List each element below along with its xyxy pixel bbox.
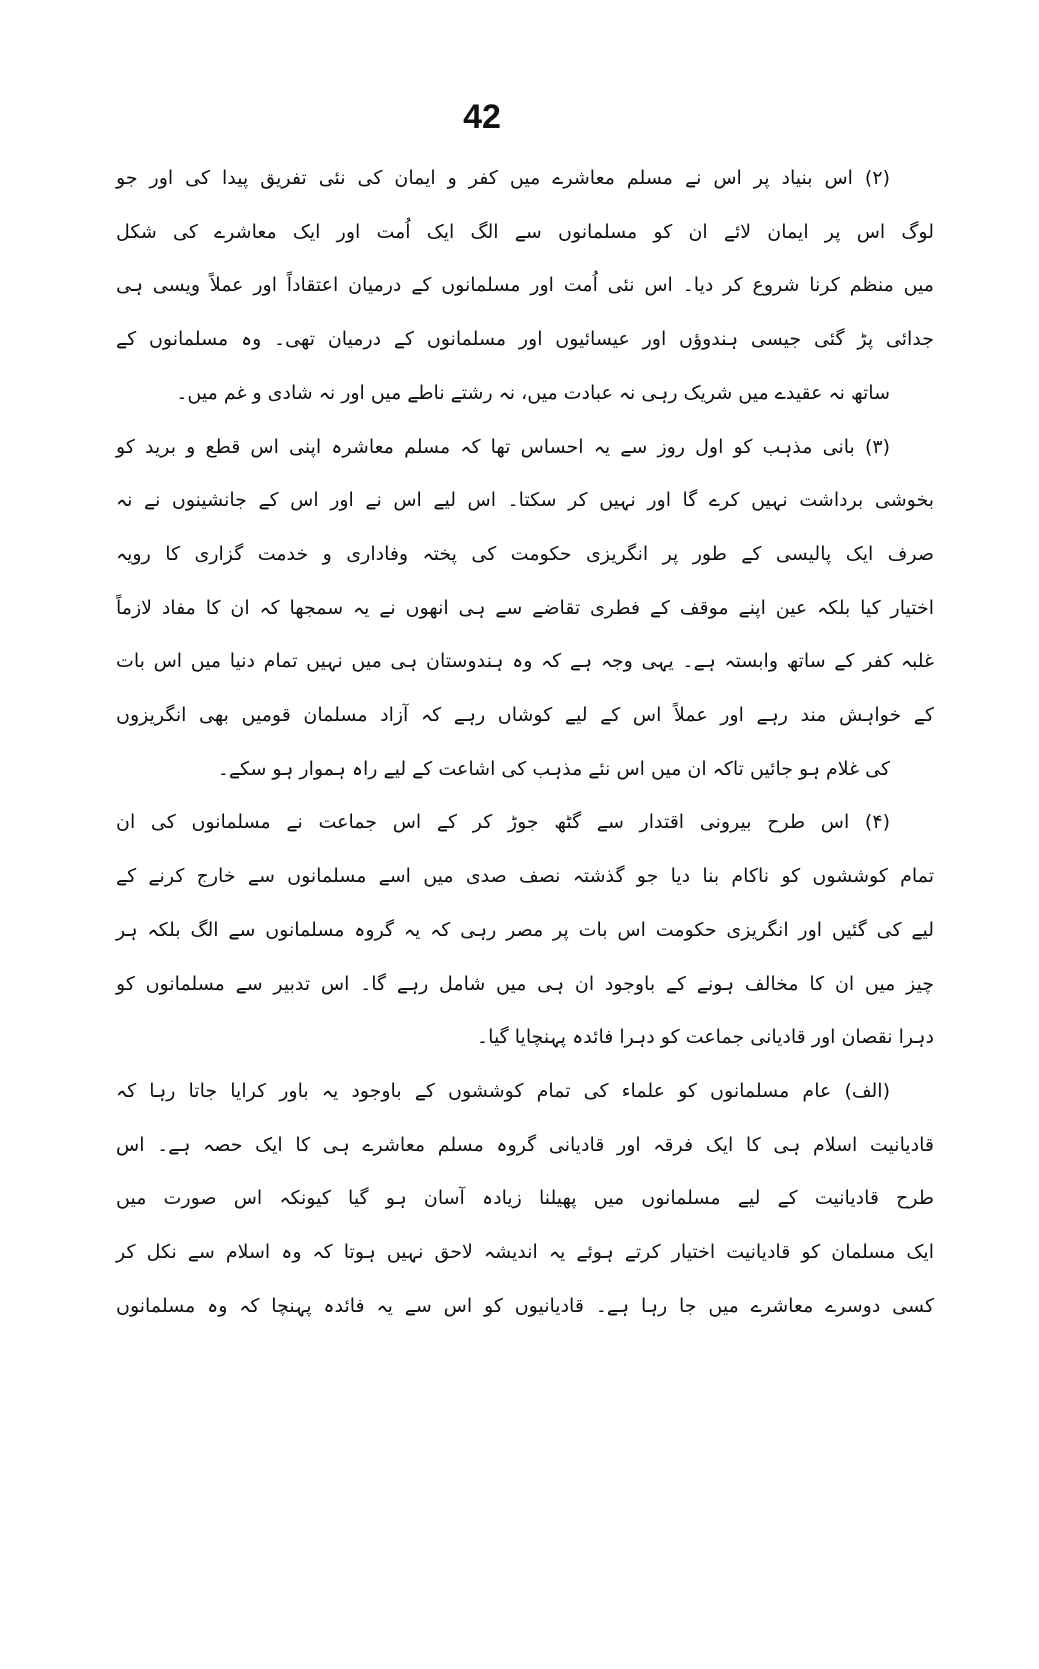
text-line: (۳) بانی مذہب کو اول روز سے یہ احساس تھا کہ مسلم معاشرہ اپنی اس قطع و برید کو <box>116 435 890 458</box>
body-text <box>116 152 934 1333</box>
text-line: کی غلام ہو جائیں تاکہ ان میں اس نئے مذہب کی اشاعت کے لیے راہ ہموار ہو سکے۔ <box>217 757 890 780</box>
text-line: صرف ایک پالیسی کے طور پر انگریزی حکومت کی پختہ وفاداری و خدمت گزاری کا رویہ <box>116 542 934 565</box>
text-line: چیز میں ان کا مخالف ہونے کے باوجود ان ہی میں شامل رہے گا۔ اس تدبیر سے مسلمانوں کو <box>116 972 934 995</box>
text-line: کے خواہش مند رہے اور عملاً اس کے لیے کوشاں رہے کہ آزاد مسلمان قومیں بھی انگریزوں <box>116 704 934 727</box>
text-line: لوگ اس پر ایمان لائے ان کو مسلمانوں سے الگ ایک اُمت اور ایک معاشرے کی شکل <box>116 220 934 243</box>
text-line: طرح قادیانیت کے لیے مسلمانوں میں پھیلنا زیادہ آسان ہو گیا کیونکہ اس صورت میں <box>116 1187 934 1210</box>
text-line: (۲) اس بنیاد پر اس نے مسلم معاشرے میں کفر و ایمان کی نئی تفریق پیدا کی اور جو <box>116 167 890 189</box>
text-line: ساتھ نہ عقیدے میں شریک رہی نہ عبادت میں، نہ رشتے ناطے میں اور نہ شادی و غم میں۔ <box>176 381 890 404</box>
text-line: تمام کوششوں کو ناکام بنا دیا جو گذشتہ نصف صدی میں اسے مسلمانوں سے خارج کرنے کے <box>116 865 934 888</box>
text-line: (۴) اس طرح بیرونی اقتدار سے گٹھ جوڑ کر کے اس جماعت نے مسلمانوں کی ان <box>116 811 890 834</box>
text-line: لیے کی گئیں اور انگریزی حکومت اس بات پر مصر رہی کہ یہ گروہ مسلمانوں سے الگ بلکہ ہر <box>116 918 934 941</box>
text-line: میں منظم کرنا شروع کر دیا۔ اس نئی اُمت اور مسلمانوں کے درمیان اعتقاداً اور عملاً ویسی ہی <box>116 274 934 297</box>
text-line: (الف) عام مسلمانوں کو علماء کی تمام کوششوں کے باوجود یہ باور کرایا جاتا رہا کہ <box>116 1079 890 1102</box>
page-number: 42 <box>463 98 501 136</box>
text-line: غلبہ کفر کے ساتھ وابستہ ہے۔ یہی وجہ ہے کہ وہ ہندوستان ہی میں نہیں تمام دنیا میں اس بات <box>116 650 934 673</box>
text-line: بخوشی برداشت نہیں کرے گا اور نہیں کر سکتا۔ اس لیے اس نے اور اس کے جانشینوں نے نہ <box>116 489 934 512</box>
text-line: ایک مسلمان کو قادیانیت اختیار کرتے ہوئے یہ اندیشہ لاحق نہیں ہوتا کہ وہ اسلام سے نکل کر <box>116 1241 934 1264</box>
text-line: دہرا نقصان اور قادیانی جماعت کو دہرا فائدہ پہنچایا گیا۔ <box>477 1026 934 1049</box>
text-line: اختیار کیا بلکہ عین اپنے موقف کے فطری تقاضے سے ہی انھوں نے یہ سمجھا کہ ان کا مفاد لازماً <box>116 596 934 619</box>
text-line: کسی دوسرے معاشرے میں جا رہا ہے۔ قادیانیوں کو اس سے یہ فائدہ پہنچا کہ وہ مسلمانوں <box>116 1294 934 1317</box>
text-line: جدائی پڑ گئی جیسی ہندوؤں اور عیسائیوں اور مسلمانوں کے درمیان تھی۔ وہ مسلمانوں کے <box>116 328 934 351</box>
text-line: قادیانیت اسلام ہی کا ایک فرقہ اور قادیانی گروہ مسلم معاشرے ہی کا ایک حصہ ہے۔ اس <box>116 1133 934 1156</box>
